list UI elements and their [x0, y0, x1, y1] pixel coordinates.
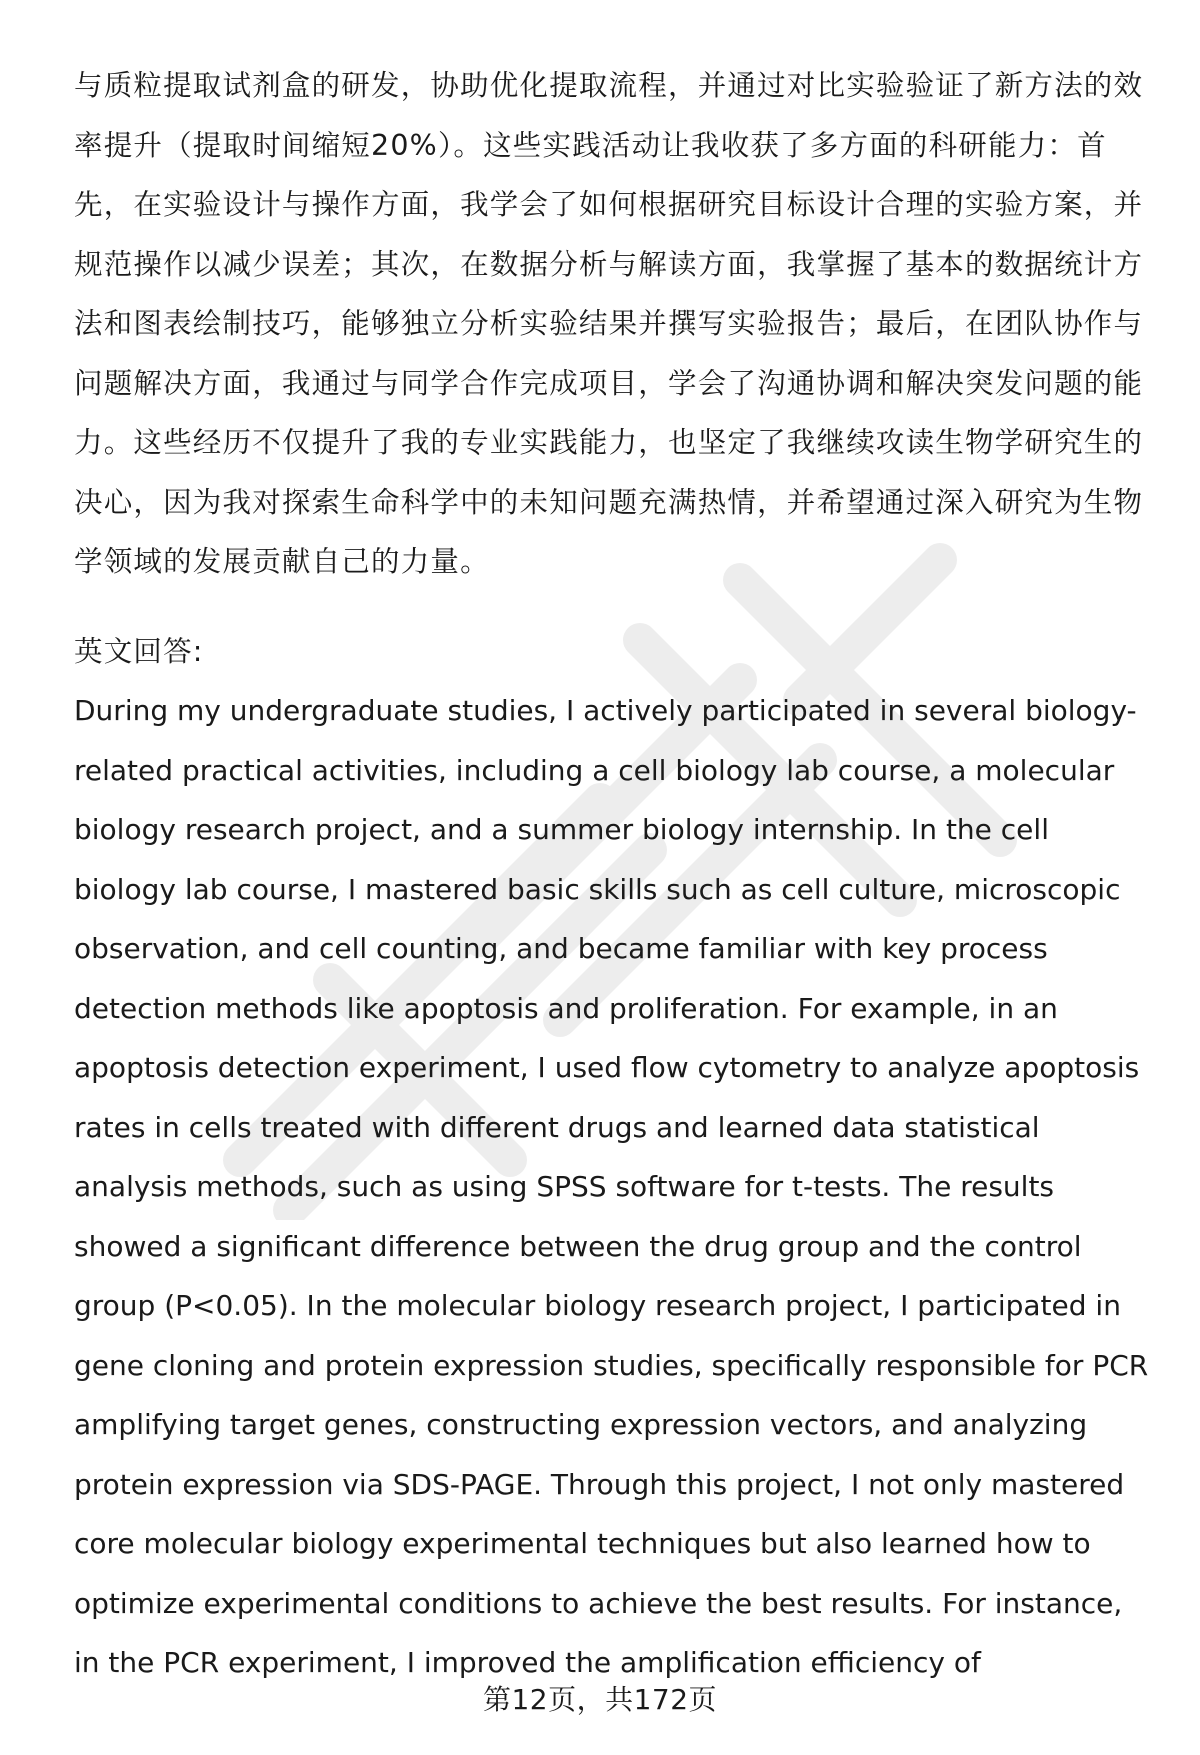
english-answer-label: 英文回答: [74, 634, 204, 668]
english-answer-paragraph: During my undergraduate studies, I actively participated in several biology-related practical activities, including a cell biology lab course, a molecular biology research project, and a summer biology internship. In the cell biology lab course, I mastered basic skills such as cell culture, microscopic observation, and cell counting, and became familiar with key process detection methods like apoptosis and proliferation. For example, in an apoptosis detection experiment, I used flow cytometry to analyze apoptosis rates in cells treated with different drugs and learned data statistical analysis methods, such as using SPSS software for t-tests. The results showed a significant difference between the drug group and the control group (P<0.05). In the molecular biology research project, I participated in gene cloning and protein expression studies, specifically responsible for PCR amplifying target genes, constructing expression vectors, and analyzing protein expression via SDS-PAGE. Through this project, I not only mastered core molecular biology experimental techniques but also learned how to optimize experimental conditions to achieve the best results. For instance, in the PCR experiment, I improved the amplification efficiency of [74, 694, 1149, 1679]
page-footer: 第12页，共172页 [482, 1683, 718, 1716]
page-content [74, 56, 1154, 1693]
chinese-answer-paragraph: 与质粒提取试剂盒的研发，协助优化提取流程，并通过对比实验验证了新方法的效率提升（提取时间缩短20%）。这些实践活动让我收获了多方面的科研能力：首先，在实验设计与操作方面，我学会了如何根据研究目标设计合理的实验方案，并规范操作以减少误差；其次，在数据分析与解读方面，我掌握了基本的数据统计方法和图表绘制技巧，能够独立分析实验结果并撰写实验报告；最后，在团队协作与问题解决方面，我通过与同学合作完成项目，学会了沟通协调和解决突发问题的能力。这些经历不仅提升了我的专业实践能力，也坚定了我继续攻读生物学研究生的决心，因为我对探索生命科学中的未知问题充满热情，并希望通过深入研究为生物学领域的发展贡献自己的力量。 [74, 69, 1144, 578]
